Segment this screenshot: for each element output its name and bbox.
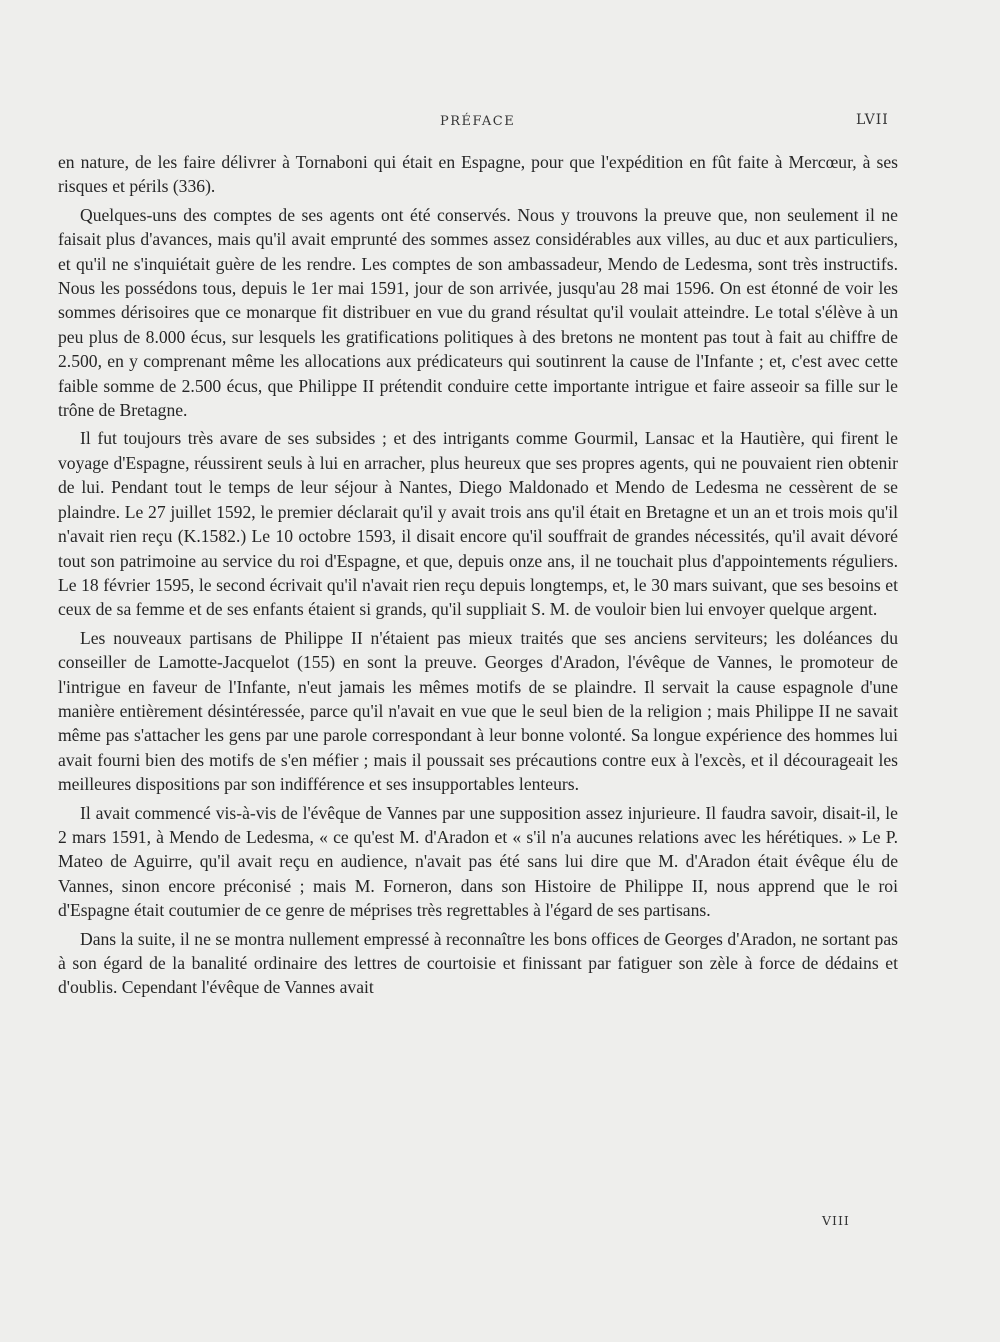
paragraph: Il avait commencé vis-à-vis de l'évêque de Vannes par une supposition assez injurieure. Il faudra savoir, disait-il, le 2 mars 1591, à Mendo de Ledesma, « ce qu'est M. d'Aradon et « s'il n'a aucunes relations avec les hérétiques. » Le P. Mateo de Aguirre, qu'il avait reçu en audience, n'avait pas été sans lui dire que M. d'Aradon était évêque élu de Vannes, sinon encore préconisé ; mais M. Forneron, dans son Histoire de Philippe II, nous apprend que le roi d'Espagne était coutumier de ce genre de méprises très regrettables à l'égard de ses partisans.	[58, 802, 898, 921]
paragraph: Quelques-uns des comptes de ses agents ont été conservés. Nous y trouvons la preuve que, non seulement il ne faisait plus d'avances, mais qu'il avait emprunté des sommes assez considérables aux villes, au duc et aux particuliers, et qu'il ne s'inquiétait guère de les rendre. Les comptes de son ambassadeur, Mendo de Ledesma, sont très instructifs. Nous les possédons tous, depuis le 1er mai 1591, jour de son arrivée, jusqu'au 28 mai 1596. On est étonné de voir les sommes dérisoires que ce monarque fit distribuer en vue du grand résultat qu'il voulait atteindre. Le total s'élève à un peu plus de 8.000 écus, sur lesquels les gratifications politiques à des bretons ne montent pas tout à fait au chiffre de 2.500, en y comprenant même les allocations aux prédicateurs qui soutinrent la cause de l'Infante ; et, c'est avec cette faible somme de 2.500 écus, que Philippe II prétendit conduire cette importante intrigue et faire asseoir sa fille sur le trône de Bretagne.	[58, 204, 898, 421]
page-number: LVII	[856, 112, 889, 128]
paragraph: Il fut toujours très avare de ses subsides ; et des intrigants comme Gourmil, Lansac et la Hautière, qui firent le voyage d'Espagne, réussirent seuls à lui en arracher, plus heureux que ses propres agents, qui ne pouvaient rien obtenir de lui. Pendant tout le temps de leur séjour à Nantes, Diego Maldonado et Mendo de Ledesma ne cessèrent de se plaindre. Le 27 juillet 1592, le premier déclarait qu'il y avait trois ans qu'il était en Bretagne et un an et trois mois qu'il n'avait rien reçu (K.1582.) Le 10 octobre 1593, il disait encore qu'il souffrait de grandes nécessités, qu'il avait dévoré tout son patrimoine au service du roi d'Espagne, et que, depuis onze ans, il ne touchait plus d'appointements réguliers. Le 18 février 1595, le second écrivait qu'il n'avait rien reçu depuis longtemps, et, le 30 mars suivant, que ses besoins et ceux de sa femme et de ses enfants étaient si grands, qu'il suppliait S. M. de vouloir bien lui envoyer quelque argent.	[58, 428, 898, 620]
paragraph: en nature, de les faire délivrer à Tornaboni qui était en Espagne, pour que l'expédition en fût faite à Mercœur, à ses risques et périls (336).	[58, 152, 898, 197]
signature-mark: VIII	[822, 1213, 850, 1228]
text-body	[58, 150, 898, 1004]
paragraph: Les nouveaux partisans de Philippe II n'étaient pas mieux traités que ses anciens serviteurs; les doléances du conseiller de Lamotte-Jacquelot (155) en sont la preuve. Georges d'Aradon, l'évêque de Vannes, le promoteur de l'intrigue en faveur de l'Infante, n'eut jamais les mêmes motifs de se plaindre. Il servait la cause espagnole d'une manière entièrement désintéressée, parce qu'il n'avait en vue que le seul bien de la religion ; mais Philippe II ne savait même pas s'attacher les gens par une parole correspondant à leur bonne volonté. Sa longue expérience des hommes lui avait fourni bien des motifs de s'en méfier ; mais il poussait ses précautions contre eux à l'excès, et il décourageait les meilleures dispositions par son indifférence et ses insupportables lenteurs.	[58, 627, 898, 795]
paragraph: Dans la suite, il ne se montra nullement empressé à reconnaître les bons offices de Georges d'Aradon, ne sortant pas à son égard de la banalité ordinaire des lettres de courtoisie et finissant par fatiguer son zèle à force de dédains et d'oublis. Cependant l'évêque de Vannes avait	[58, 928, 898, 998]
running-title: PRÉFACE	[440, 114, 516, 129]
